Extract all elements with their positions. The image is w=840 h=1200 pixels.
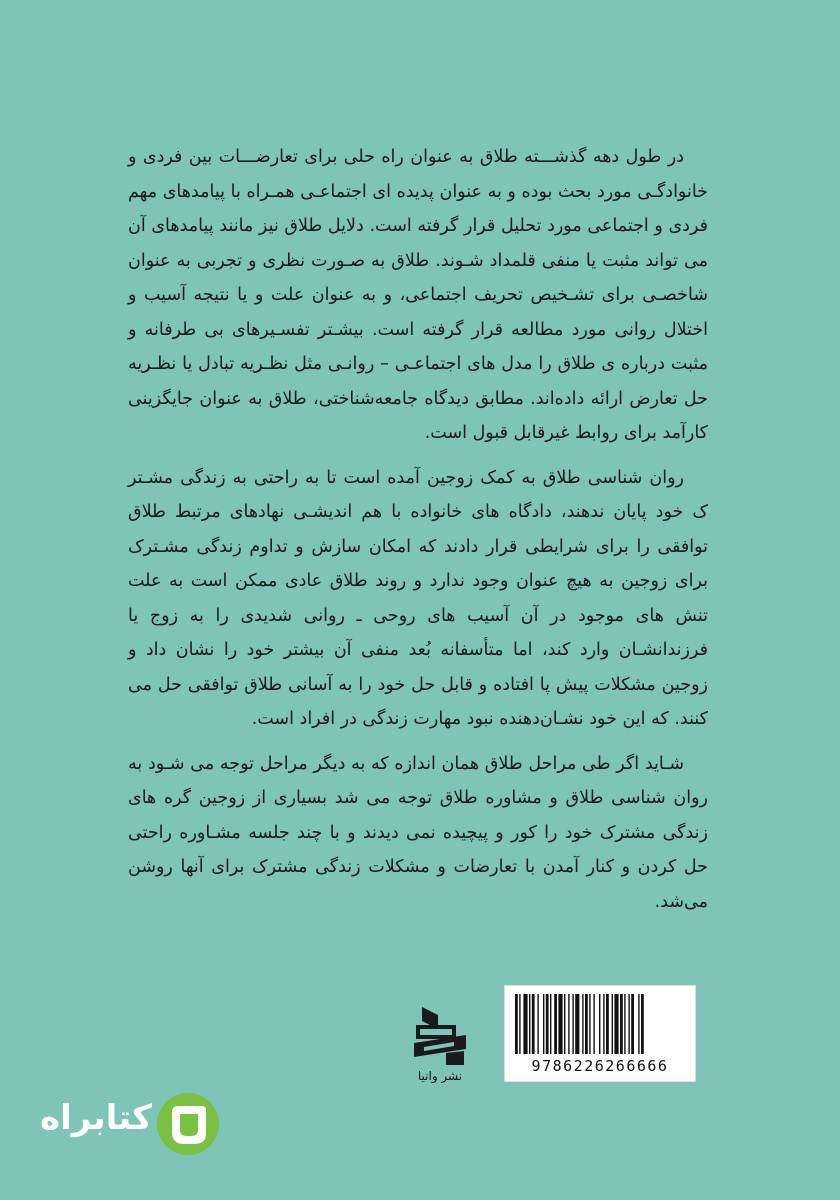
barcode-bar [589,994,590,1054]
barcode-bar [532,994,535,1054]
blurb-paragraph-1: در طول دهه گذشـــته طلاق به عنوان راه حلی برای تعارضـــات بین فردی و خانوادگـی مورد بحث بوده و به عنوان پدیده ای اجتماعـی همـراه با پیامدهای مهم فردی و اجتماعی مورد تحلیل قرار گرفته است. دلایل طلاق نیز مانند پیامدهای آن می تواند مثبت یا منفی قلمداد شـوند. طلاق به صـورت نظری و تجربی به عنوان شاخصـی برای تشـخیص تحریف اجتماعی، و به عنوان علت و یا نتیجه آسیب و اختلال روانی مورد مطالعه قرار گرفته است. بیشـتر تفسـیرهای بی طرفانه و مثبت درباره ی طلاق را مدل های اجتماعـی – روانـی مثل نظـریه تبادل یا نظـریه حل تعارض ارائه داده‌اند. مطابق دیدگاه جامعه‌شناختی، طلاق به عنوان جایگزینی کارآمد برای روابط غیرقابل قبول است. [128,147,708,443]
store-logo[interactable] [36,1086,226,1166]
barcode-bar [593,994,594,1054]
barcode-bar [628,994,629,1054]
publisher-name: نشر وانیا [417,1069,463,1083]
barcode-bar [614,994,618,1054]
barcode-bar [624,994,625,1054]
barcode-bar [568,994,569,1054]
blurb-paragraph-3: شـاید اگر طی مراحل طلاق همان اندازه که به دیگر مراحل توجه می شـود به روان شناسی طلاق و مشاوره طلاق توجه می شد بسیاری از زوجین گره های زندگی مشترک خود را کور و پیچیده نمی دیدند و با چند جلسه مشـاوره راحتی حل کردن و کنار آمدن با تعارضات و مشکلات زندگی مشترک برای آنها روشن می‌شد. [128,753,708,912]
barcode-bar [572,994,573,1054]
isbn-number: 9786226266666 [531,1057,669,1075]
barcode-bar [582,994,583,1054]
barcode-bar [606,994,609,1054]
barcode-bar [575,994,579,1054]
barcode-bar [550,994,551,1054]
barcode-bar [612,994,613,1054]
barcode-bar [546,994,549,1054]
barcode-bars [513,994,687,1054]
publisher-logo [404,1005,476,1095]
isbn-barcode [504,985,696,1082]
barcode-bar [599,994,600,1054]
barcode-bar [537,994,538,1054]
barcode-bar [641,994,644,1054]
barcode-bar [523,994,527,1054]
barcode-bar [515,994,518,1054]
barcode-bar [638,994,639,1054]
barcode-bar [603,994,604,1054]
blurb-paragraph-2: روان شناسی طلاق به کمک زوجین آمده است تا به راحتی به زندگی مشـتر ک خود پایان ندهند، دادگاه های خانواده با هم اندیشـی نهادهای مرتبط طلاق توافقی را برای شرایطی قرار دادند که امکان سازش و تداوم زندگی مشـترک برای زوجین به هیچ عنوان وجود ندارد و روند طلاق عادی ممکن است به علت تنش های موجود در آن آسیب های روحی ـ روانی شدیدی را به زوج یا فرزندانشـان وارد کند، اما متأسفانه بُعد منفی آن بیشتر خود را نشان داد و زوجین مشکلات پیش پا افتاده و قابل حل خود را به آسانی طلاق توافقی حل می کنند. که این خود نشـان‌دهنده نبود مهارت زندگی در افراد است. [128,467,708,729]
barcode-bar [519,994,520,1054]
publisher-mark-icon [404,1005,476,1067]
barcode-bar [631,994,634,1054]
blurb-text [128,140,708,929]
barcode-bar [585,994,588,1054]
store-name: کتابراه [40,1098,153,1138]
barcode-bar [564,994,565,1054]
barcode-bar [529,994,530,1054]
barcode-bar [543,994,544,1054]
barcode-bar [558,994,562,1054]
barcode-bar [554,994,557,1054]
barcode-bar [620,994,623,1054]
